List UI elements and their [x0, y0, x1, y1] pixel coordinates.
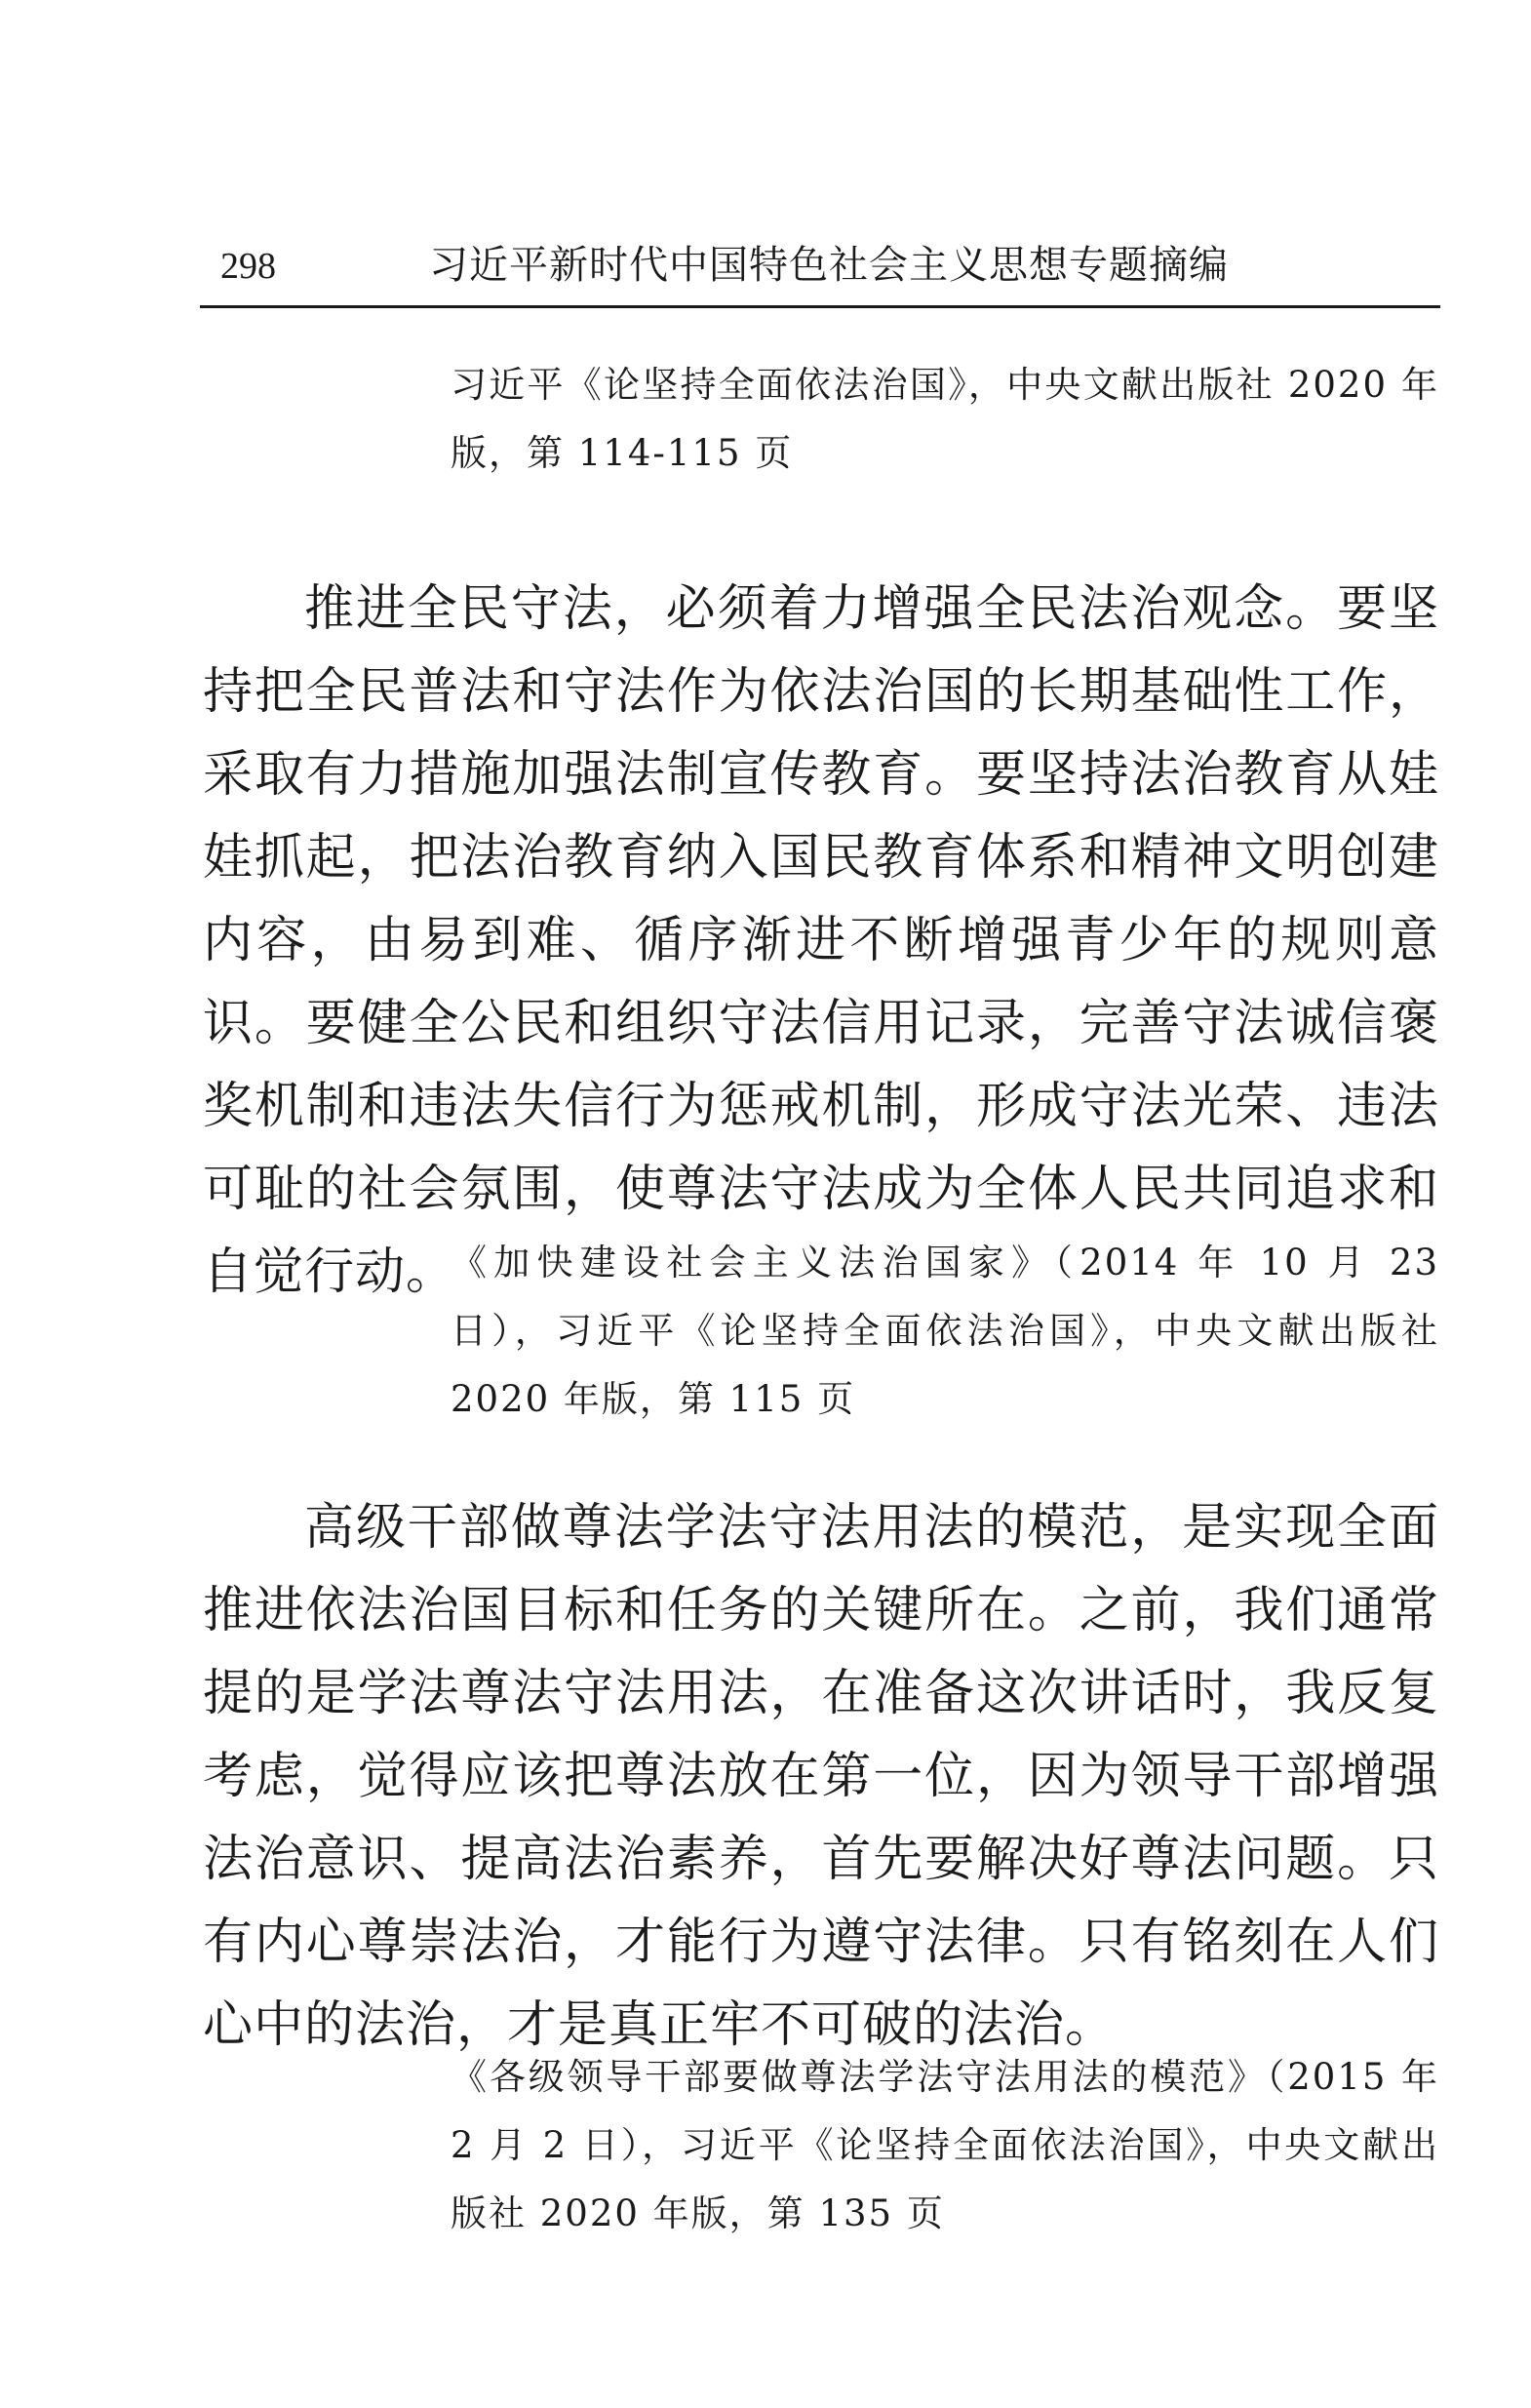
- source-citation-1: 习近平《论坚持全面依法治国》，中央文献出版社 2020 年版，第 114-115 页: [451, 364, 1439, 474]
- source-citation-3: 《各级领导干部要做尊法学法守法用法的模范》（2015 年 2 月 2 日），习近平《论坚持全面依法治国》，中央文献出版社 2020 年版，第 135 页: [451, 2056, 1439, 2234]
- header-divider: [200, 305, 1440, 308]
- paragraph-2: 高级干部做尊法学法守法用法的模范，是实现全面推进依法治国目标和任务的关键所在。之前，我们通常提的是学法尊法守法用法，在准备这次讲话时，我反复考虑，觉得应该把尊法放在第一位，因为领导干部增强法治意识、提高法治素养，首先要解决好尊法问题。只有内心尊崇法治，才能行为遵守法律。只有铭刻在人们心中的法治，才是真正牢不可破的法治。: [203, 1499, 1439, 2054]
- page-number: 298: [220, 246, 276, 287]
- paragraph-1: 推进全民守法，必须着力增强全民法治观念。要坚持把全民普法和守法作为依法治国的长期基础性工作，采取有力措施加强法制宣传教育。要坚持法治教育从娃娃抓起，把法治教育纳入国民教育体系和精神文明创建内容，由易到难、循序渐进不断增强青少年的规则意识。要健全公民和组织守法信用记录，完善守法诚信褒奖机制和违法失信行为惩戒机制，形成守法光荣、违法可耻的社会氛围，使尊法守法成为全体人民共同追求和自觉行动。: [203, 580, 1439, 1301]
- source-citation-2: 《加快建设社会主义法治国家》（2014 年 10 月 23 日），习近平《论坚持全面依法治国》，中央文献出版社 2020 年版，第 115 页: [451, 1242, 1439, 1420]
- page-header: [203, 234, 1439, 302]
- running-title: 习近平新时代中国特色社会主义思想专题摘编: [429, 243, 1229, 288]
